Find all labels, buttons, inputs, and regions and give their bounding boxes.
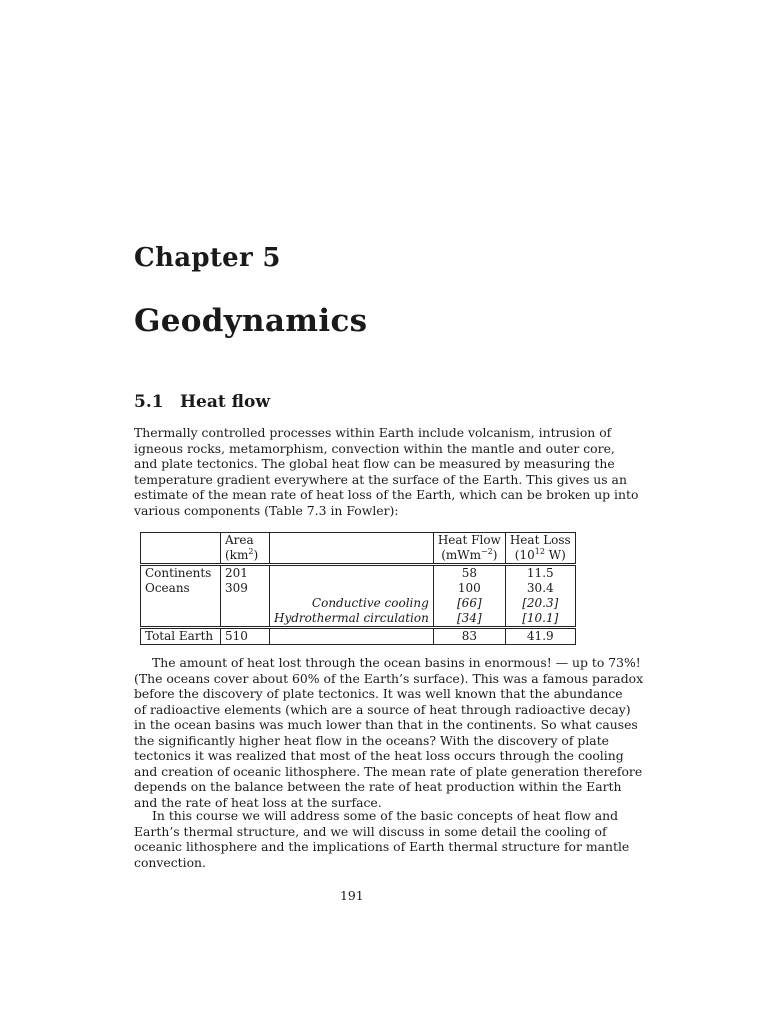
heat-flow-table [140,532,576,645]
row-label: Oceans [141,581,221,596]
section-title: Heat flow [180,392,270,412]
text-line: various components (Table 7.3 in Fowler): [134,502,399,518]
text-line: the significantly higher heat flow in the oceans? With the discovery of plate [134,732,610,748]
row-label: Continents [141,565,221,582]
text-line: In this course we will address some of the basic concepts of heat flow and [152,808,619,823]
page-number: 191 [340,888,364,903]
text-line: (The oceans cover about 60% of the Earth’s surface). This was a famous paradox [134,670,644,686]
text-line: in the ocean basins was much lower than that in the continents. So what causes [134,717,638,732]
table-header-units-row [141,548,576,565]
text-line: estimate of the mean rate of heat loss of the Earth, which can be broken up into [134,487,639,502]
text-line: Thermally controlled processes within Earth include volcanism, intrusion of [134,425,612,440]
header-heat-flow: Heat Flow [433,533,505,549]
text-line: Earth’s thermal structure, and we will discuss in some detail the cooling of [134,823,607,839]
text-line: and plate tectonics. The global heat flow can be measured by measuring the [134,456,615,471]
text-line: of radioactive elements (which are a source of heat through radioactive decay) [134,701,631,717]
row-heat-flow: [66] [433,596,505,611]
row-sublabel: Hydrothermal circulation [270,611,434,628]
text-line: and creation of oceanic lithosphere. The mean rate of plate generation therefore [134,763,643,779]
table-row [141,581,576,596]
row-label: Total Earth [141,628,221,645]
row-heat-flow: 100 [433,581,505,596]
row-heat-loss: 41.9 [505,628,575,645]
section-number: 5.1 [134,392,164,412]
header-area: Area [221,533,270,549]
header-area-unit: $(km^2)$ [221,548,270,565]
text-line: temperature gradient everywhere at the surface of the Earth. This gives us an [134,471,627,487]
chapter-label: Chapter 5 [134,243,281,273]
header-heat-loss: Heat Loss [505,533,575,549]
body-paragraph [134,655,644,810]
row-heat-flow: 83 [433,628,505,645]
text-line: before the discovery of plate tectonics. It was well known that the abundance [134,686,623,701]
table-row [141,611,576,628]
row-area: 510 [221,628,270,645]
table-row [141,565,576,582]
intro-paragraph [134,425,639,518]
chapter-title: Geodynamics [134,303,368,339]
row-heat-loss: [20.3] [505,596,575,611]
table-header-row [141,533,576,549]
text-line: tectonics it was realized that most of the heat loss occurs through the cooling [134,748,624,763]
text-line: depends on the balance between the rate of heat production within the Earth [134,779,622,794]
row-heat-loss: 30.4 [505,581,575,596]
text-line: oceanic lithosphere and the implications of Earth thermal structure for mantle [134,839,630,854]
section-heading [134,392,270,412]
row-area: 201 [221,565,270,582]
text-line: and the rate of heat loss at the surface. [134,794,382,810]
row-sublabel: Conductive cooling [270,596,434,611]
row-heat-flow: 58 [433,565,505,582]
row-heat-flow: [34] [433,611,505,628]
body-paragraph [134,808,630,870]
text-line: igneous rocks, metamorphism, convection within the mantle and outer core, [134,440,615,456]
row-area: 309 [221,581,270,596]
table-row [141,596,576,611]
row-heat-loss: 11.5 [505,565,575,582]
table-total-row [141,628,576,645]
header-heat-loss-unit: ($10^{12}$ W) [505,548,575,565]
row-heat-loss: [10.1] [505,611,575,628]
header-heat-flow-unit: (mWm$^{-2}$) [433,548,505,565]
text-line: convection. [134,854,206,870]
text-line: The amount of heat lost through the ocean basins in enormous! — up to 73%! [152,655,641,670]
